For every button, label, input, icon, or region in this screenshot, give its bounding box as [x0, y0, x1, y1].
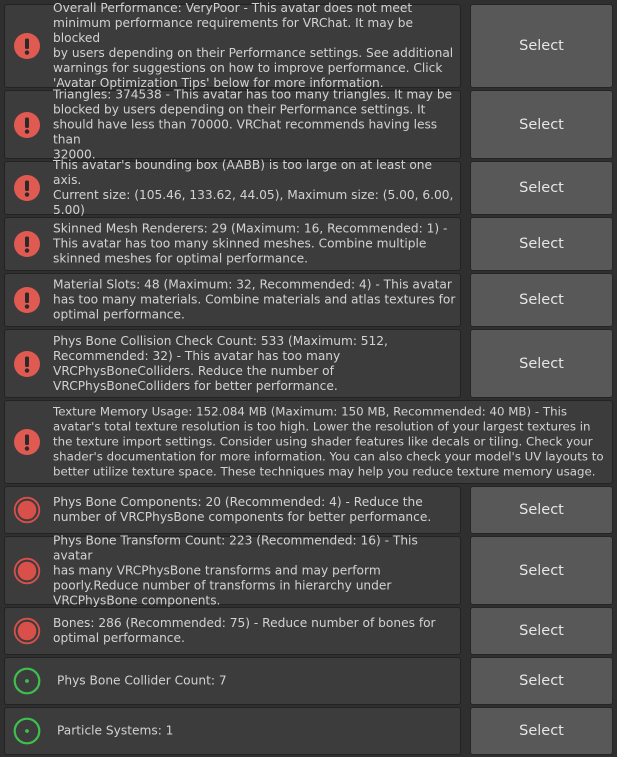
warning-row: [4, 400, 613, 484]
select-button[interactable]: Select: [470, 273, 613, 327]
warning-row: [4, 707, 613, 755]
warning-message-box: [4, 158, 461, 217]
warning-text: Overall Performance: VeryPoor - This avatar does not meet minimum performance requirements for VRChat. It may be blocked by users depending on their Performance settings. See additional warnings for suggestions on how to improve performance. Click 'Avatar Optimization Tips' below for more information.: [53, 1, 454, 90]
warning-row: [4, 217, 613, 271]
warning-text: This avatar's bounding box (AABB) is too large on at least one axis. Current size: (105.46, 133.62, 44.05), Maximum size: (5.00, 6.00, 5.00): [53, 158, 454, 217]
warning-text: Skinned Mesh Renderers: 29 (Maximum: 16, Recommended: 1) - This avatar has too many skinned meshes. Combine multiple skinned meshes for optimal performance.: [53, 221, 448, 266]
select-button[interactable]: Select: [470, 90, 613, 159]
exclamation-circle-icon: [13, 230, 41, 258]
select-button[interactable]: Select: [470, 217, 613, 271]
warning-row: [4, 1, 613, 90]
select-button[interactable]: Select: [470, 4, 613, 88]
warning-text: Material Slots: 48 (Maximum: 32, Recommended: 4) - This avatar has too many materials. Combine materials and atlas textures for optimal performance.: [53, 277, 456, 322]
select-button[interactable]: Select: [470, 486, 613, 534]
exclamation-circle-icon: [13, 286, 41, 314]
warning-row: [4, 607, 613, 655]
warning-message-box: [4, 607, 461, 655]
select-button[interactable]: Select: [470, 607, 613, 655]
warning-message-box: [4, 329, 461, 398]
select-button[interactable]: Select: [470, 161, 613, 215]
warning-row: [4, 158, 613, 217]
warning-row: [4, 486, 613, 534]
warning-text: Phys Bone Components: 20 (Recommended: 4) - Reduce the number of VRCPhysBone components for better performance.: [53, 495, 432, 524]
select-button[interactable]: Select: [470, 657, 613, 705]
warning-text: Phys Bone Collider Count: 7: [57, 673, 227, 688]
warning-message-box: [4, 1, 461, 90]
warning-row: [4, 329, 613, 398]
warning-row: [4, 273, 613, 327]
warning-message-box: [4, 217, 461, 271]
select-button[interactable]: Select: [470, 536, 613, 605]
exclamation-circle-icon: [13, 32, 41, 60]
warning-message-box: [4, 533, 461, 607]
warning-message-box: [4, 486, 461, 534]
warning-row: [4, 533, 613, 607]
select-button[interactable]: Select: [470, 329, 613, 398]
warning-message-box: [4, 400, 613, 484]
red-circle-icon: [13, 617, 41, 645]
exclamation-circle-icon: [13, 174, 41, 202]
exclamation-circle-icon: [13, 350, 41, 378]
exclamation-circle-icon: [13, 428, 41, 456]
warning-message-box: [4, 707, 461, 755]
exclamation-circle-icon: [13, 111, 41, 139]
red-circle-icon: [13, 557, 41, 585]
warning-message-box: [4, 87, 461, 161]
warning-row: [4, 657, 613, 705]
warning-text: Triangles: 374538 - This avatar has too many triangles. It may be blocked by users depending on their Performance settings. It should have less than 70000. VRChat recommends having less than 32000.: [53, 87, 453, 161]
warning-text: Texture Memory Usage: 152.084 MB (Maximum: 150 MB, Recommended: 40 MB) - This avatar's total texture resolution is too high. Lower the resolution of your largest textures in the texture import settings. Consider using shader features like decals or tiling. Check your shader's documentation for more information. You can also check your model's UV layouts to better utilize texture space. These techniques may help you reduce texture memory usage.: [53, 404, 604, 479]
warning-text: Phys Bone Collision Check Count: 533 (Maximum: 512, Recommended: 32) - This avatar has too many VRCPhysBoneColliders. Reduce the number of VRCPhysBoneColliders for better performance.: [53, 333, 388, 393]
green-ring-icon: [13, 667, 41, 695]
warning-text: Phys Bone Transform Count: 223 (Recommended: 16) - This avatar has many VRCPhysBone transforms and may perform poorly.Reduce number of transforms in hierarchy under VRCPhysBone components.: [53, 533, 418, 607]
green-ring-icon: [13, 717, 41, 745]
warning-row: [4, 87, 613, 161]
warning-message-box: [4, 657, 461, 705]
select-button[interactable]: Select: [470, 707, 613, 755]
warning-text: Particle Systems: 1: [57, 723, 174, 738]
warning-text: Bones: 286 (Recommended: 75) - Reduce number of bones for optimal performance.: [53, 616, 436, 645]
red-circle-icon: [13, 496, 41, 524]
warning-message-box: [4, 273, 461, 327]
